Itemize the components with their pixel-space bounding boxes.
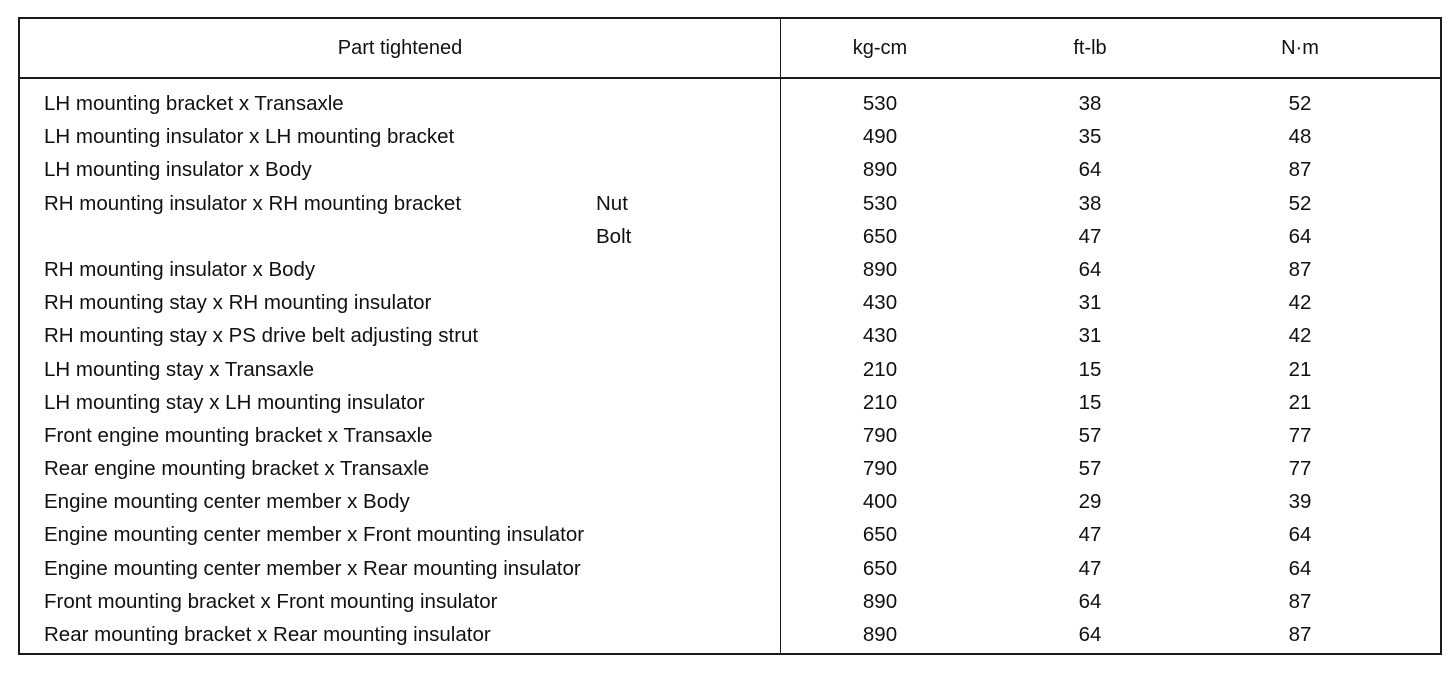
ft-lb-cell: 47 [1078,523,1102,547]
table-row [20,187,1440,220]
kg-cm-cell: 650 [862,523,898,547]
part-cell: Front engine mounting bracket x Transaxle [44,423,433,447]
table-row [20,386,1440,419]
ft-lb-cell: 57 [1078,457,1102,481]
kg-cm-cell: 210 [862,357,898,381]
n-m-cell: 52 [1288,191,1312,215]
table-row [20,286,1440,319]
n-m-cell: 42 [1288,291,1312,315]
table-row [20,120,1440,153]
kg-cm-cell: 790 [862,457,898,481]
ft-lb-cell: 64 [1078,623,1102,646]
part-cell: LH mounting stay x Transaxle [44,357,315,381]
fastener-cell: Nut [596,191,628,215]
ft-lb-cell: 64 [1078,158,1102,182]
kg-cm-cell: 210 [862,390,898,414]
n-m-cell: 52 [1288,92,1312,115]
table-row [20,552,1440,585]
kg-cm-cell: 530 [862,92,898,115]
n-m-cell: 64 [1288,523,1312,547]
table-header-row [20,19,1440,79]
table-row [20,353,1440,386]
kg-cm-cell: 890 [862,257,898,281]
ft-lb-cell: 29 [1078,490,1102,514]
n-m-cell: 39 [1288,490,1312,514]
table-row [20,419,1440,452]
n-m-cell: 21 [1288,390,1312,414]
ft-lb-cell: 64 [1078,257,1102,281]
n-m-cell: 64 [1288,556,1312,580]
ft-lb-cell: 47 [1078,556,1102,580]
part-cell: Engine mounting center member x Body [44,490,410,514]
table-row [20,452,1440,485]
part-cell: LH mounting stay x LH mounting insulator [44,390,425,414]
kg-cm-cell: 650 [862,556,898,580]
n-m-cell: 77 [1288,423,1312,447]
ft-lb-cell: 47 [1078,224,1102,248]
part-cell: Rear engine mounting bracket x Transaxle [44,457,430,481]
part-cell: RH mounting stay x RH mounting insulator [44,291,432,315]
n-m-cell: 87 [1288,158,1312,182]
header-ft-lb: ft-lb [1073,37,1107,59]
part-cell: Engine mounting center member x Rear mounting insulator [44,556,581,580]
header-kg-cm: kg-cm [852,37,908,59]
ft-lb-cell: 31 [1078,324,1102,348]
kg-cm-cell: 890 [862,158,898,182]
n-m-cell: 42 [1288,324,1312,348]
ft-lb-cell: 15 [1078,357,1102,381]
kg-cm-cell: 650 [862,224,898,248]
table-row [20,618,1440,651]
kg-cm-cell: 890 [862,623,898,646]
table-row [20,153,1440,186]
n-m-cell: 87 [1288,589,1312,613]
table-row [20,585,1440,618]
table-row [20,220,1440,253]
ft-lb-cell: 64 [1078,589,1102,613]
ft-lb-cell: 31 [1078,291,1102,315]
part-cell: RH mounting insulator x Body [44,257,316,281]
ft-lb-cell: 57 [1078,423,1102,447]
n-m-cell: 77 [1288,457,1312,481]
kg-cm-cell: 530 [862,191,898,215]
part-cell: Engine mounting center member x Front mounting insulator [44,523,585,547]
table-row [20,253,1440,286]
part-cell: RH mounting stay x PS drive belt adjusting strut [44,324,479,348]
table-body [20,87,1440,651]
n-m-cell: 21 [1288,357,1312,381]
torque-specification-table [18,17,1442,655]
kg-cm-cell: 490 [862,125,898,149]
n-m-cell: 64 [1288,224,1312,248]
kg-cm-cell: 890 [862,589,898,613]
n-m-cell: 87 [1288,257,1312,281]
part-cell: Rear mounting bracket x Rear mounting insulator [44,623,491,646]
table-row [20,319,1440,352]
table-row [20,518,1440,551]
header-n-m: N·m [1281,37,1319,59]
table-row [20,87,1440,120]
part-cell: RH mounting insulator x RH mounting bracket [44,191,462,215]
header-part-tightened: Part tightened [337,37,463,59]
part-cell: LH mounting insulator x Body [44,158,312,182]
ft-lb-cell: 35 [1078,125,1102,149]
kg-cm-cell: 400 [862,490,898,514]
table-row [20,485,1440,518]
part-cell: LH mounting insulator x LH mounting bracket [44,125,455,149]
ft-lb-cell: 15 [1078,390,1102,414]
part-cell: LH mounting bracket x Transaxle [44,92,344,115]
ft-lb-cell: 38 [1078,92,1102,115]
fastener-cell: Bolt [596,224,632,248]
kg-cm-cell: 430 [862,324,898,348]
ft-lb-cell: 38 [1078,191,1102,215]
n-m-cell: 87 [1288,623,1312,646]
part-cell: Front mounting bracket x Front mounting insulator [44,589,498,613]
kg-cm-cell: 790 [862,423,898,447]
n-m-cell: 48 [1288,125,1312,149]
kg-cm-cell: 430 [862,291,898,315]
